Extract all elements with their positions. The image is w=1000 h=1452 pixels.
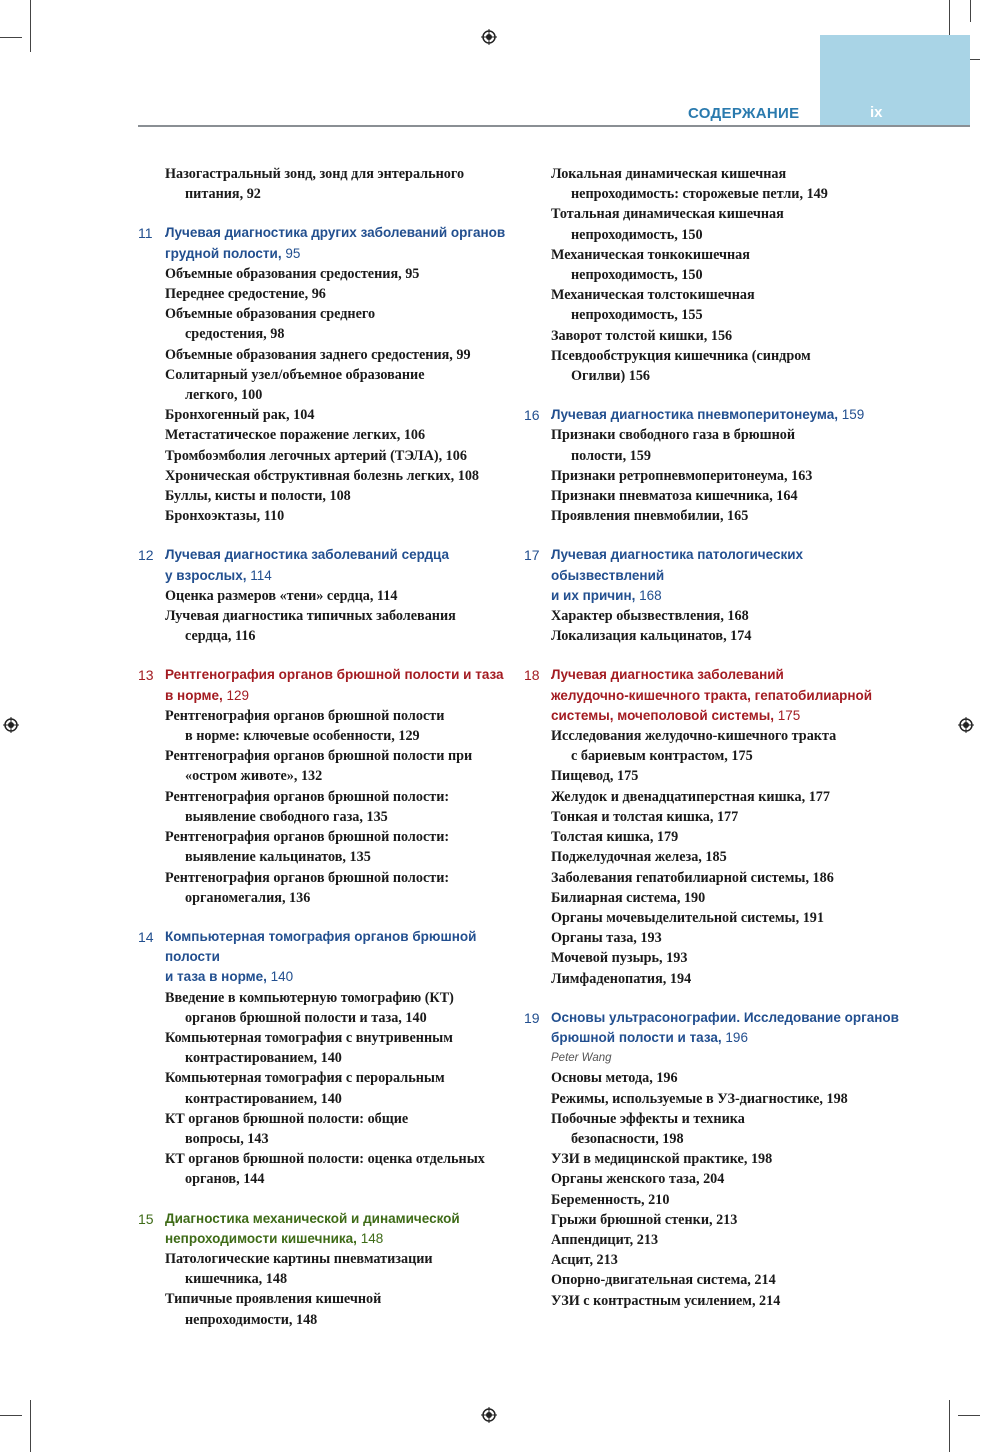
- toc-entry-line: Типичные проявления кишечной: [165, 1291, 382, 1308]
- toc-entry: [138, 606, 508, 646]
- toc-entry: [524, 1291, 904, 1311]
- registration-mark-icon: [3, 717, 19, 733]
- chapter-author: Peter Wang: [551, 1052, 612, 1065]
- chapter-title: грудной полости,: [165, 245, 282, 261]
- toc-entry: [138, 586, 508, 606]
- chapter-title: Лучевая диагностика патологических обызвествлений: [551, 547, 804, 583]
- toc-entry-line: Признаки ретропневмоперитонеума, 163: [551, 467, 813, 484]
- chapter-title: Лучевая диагностика других заболеваний органов: [165, 225, 506, 241]
- toc-entry-line: Признаки свободного газа в брюшной: [551, 427, 796, 444]
- toc-entry: [524, 606, 904, 626]
- toc-entry-line: Компьютерная томография с пероральным: [165, 1070, 445, 1087]
- chapter-title: брюшной полости и таза,: [551, 1029, 722, 1045]
- toc-entry: [524, 486, 904, 506]
- chapter-title: в норме,: [165, 687, 223, 703]
- toc-entry: [524, 1230, 904, 1250]
- toc-entry: [138, 868, 508, 908]
- toc-entry-line: Введение в компьютерную томографию (КТ): [165, 989, 454, 1006]
- chapter-page: 168: [639, 587, 662, 603]
- header-tab: [820, 35, 970, 127]
- chapter-heading: [524, 545, 904, 606]
- toc-entry: [138, 1289, 508, 1329]
- chapter-number: 13: [138, 667, 154, 684]
- toc-entry-line: Лучевая диагностика типичных заболевания: [165, 608, 456, 625]
- toc-entry: [138, 787, 508, 827]
- toc-entry-line: Органы таза, 193: [551, 930, 662, 947]
- toc-entry-line: Буллы, кисты и полости, 108: [165, 488, 351, 505]
- toc-entry-line: КТ органов брюшной полости: общие: [165, 1110, 409, 1127]
- toc-entry-line: Желудок и двенадцатиперстная кишка, 177: [551, 788, 830, 805]
- toc-entry: [138, 466, 508, 486]
- toc-entry: [138, 1109, 508, 1149]
- chapter-heading: [524, 665, 904, 726]
- toc-entry-line: Беременность, 210: [551, 1191, 670, 1208]
- toc-entry-line: Тотальная динамическая кишечная: [551, 206, 784, 223]
- chapter-heading: [524, 405, 904, 425]
- toc-entry-continuation: «остром животе», 132: [185, 768, 323, 785]
- toc-entry-line: Основы метода, 196: [551, 1070, 678, 1087]
- toc-entry-line: Локализация кальцинатов, 174: [551, 628, 752, 645]
- chapter-page: 95: [285, 245, 301, 261]
- toc-entry: [524, 1169, 904, 1189]
- chapter-number: 16: [524, 407, 540, 424]
- chapter-number: 18: [524, 667, 540, 684]
- toc-entry-continuation: выявление кальцинатов, 135: [185, 849, 371, 866]
- toc-entry-line: Грыжи брюшной стенки, 213: [551, 1211, 738, 1228]
- registration-mark-icon: [958, 717, 974, 733]
- crop-mark: [970, 0, 971, 22]
- toc-entry-continuation: вопросы, 143: [185, 1130, 269, 1147]
- toc-entry-line: Органы женского таза, 204: [551, 1171, 725, 1188]
- toc-entry: [138, 988, 508, 1028]
- toc-entry: [524, 1210, 904, 1230]
- toc-entry-line: Рентгенография органов брюшной полости:: [165, 788, 450, 805]
- toc-entry: [524, 1068, 904, 1088]
- chapter-title: Диагностика механической и динамической: [165, 1210, 460, 1226]
- toc-entry-continuation: органов брюшной полости и таза, 140: [185, 1009, 427, 1026]
- chapter-heading: [138, 665, 508, 705]
- toc-entry-continuation: полости, 159: [571, 447, 651, 464]
- toc-entry-line: Бронхогенный рак, 104: [165, 407, 315, 424]
- toc-entry: [524, 626, 904, 646]
- toc-entry: [138, 1068, 508, 1108]
- toc-entry-line: Рентгенография органов брюшной полости:: [165, 869, 450, 886]
- toc-entry-line: Толстая кишка, 179: [551, 829, 679, 846]
- toc-entry: [524, 928, 904, 948]
- registration-mark-icon: [481, 29, 497, 45]
- toc-entry-line: Механическая тонкокишечная: [551, 246, 750, 263]
- toc-entry: [138, 1249, 508, 1289]
- page-number: ix: [870, 104, 883, 121]
- toc-entry-continuation: безопасности, 198: [571, 1130, 684, 1147]
- toc-entry: [524, 827, 904, 847]
- toc-entry-line: Рентгенография органов брюшной полости при: [165, 748, 473, 765]
- chapter-title: непроходимости кишечника,: [165, 1230, 357, 1246]
- toc-entry-line: Мочевой пузырь, 193: [551, 950, 688, 967]
- toc-entry: [138, 506, 508, 526]
- chapter-page: 159: [841, 407, 865, 423]
- toc-entry-line: Поджелудочная железа, 185: [551, 849, 727, 866]
- toc-entry-line: УЗИ в медицинской практике, 198: [551, 1151, 773, 1168]
- toc-entry: [524, 164, 904, 204]
- toc-entry-line: Опорно-двигательная система, 214: [551, 1272, 776, 1289]
- toc-entry: [524, 346, 904, 386]
- chapter-heading: [138, 927, 508, 988]
- toc-entry-continuation: непроходимость: сторожевые петли, 149: [571, 186, 828, 203]
- toc-entry-line: Бронхоэктазы, 110: [165, 508, 285, 525]
- toc-entry: [138, 827, 508, 867]
- toc-entry-line: Асцит, 213: [551, 1252, 618, 1269]
- crop-mark: [958, 1415, 980, 1416]
- registration-mark-icon: [481, 1407, 497, 1423]
- toc-entry-line: Тромбоэмболия легочных артерий (ТЭЛА), 106: [165, 447, 467, 464]
- toc-entry: [524, 847, 904, 867]
- toc-entry-line: Заворот толстой кишки, 156: [551, 327, 733, 344]
- toc-entry: [138, 446, 508, 466]
- toc-entry-line: Характер обызвествления, 168: [551, 608, 749, 625]
- toc-entry-line: Патологические картины пневматизации: [165, 1250, 433, 1267]
- toc-entry-continuation: органов, 144: [185, 1171, 265, 1188]
- chapter-heading: [138, 1209, 508, 1249]
- chapter-page: 114: [250, 567, 272, 583]
- toc-entry: [524, 506, 904, 526]
- chapter-number: 14: [138, 928, 154, 945]
- toc-entry: [524, 1190, 904, 1210]
- toc-entry-continuation: непроходимость, 150: [571, 267, 703, 284]
- chapter-title: Лучевая диагностика заболеваний сердца: [165, 547, 450, 563]
- toc-entry: [524, 908, 904, 928]
- toc-entry: [524, 766, 904, 786]
- toc-entry: [138, 284, 508, 304]
- toc-left-column: [138, 164, 508, 1330]
- toc-entry-continuation: сердца, 116: [185, 628, 256, 645]
- toc-entry-continuation: легкого, 100: [185, 387, 263, 404]
- crop-mark: [30, 0, 31, 52]
- chapter-heading: [138, 545, 508, 585]
- toc-entry-continuation: Огилви) 156: [571, 368, 651, 385]
- toc-entry: [138, 1028, 508, 1068]
- toc-entry: [524, 1149, 904, 1169]
- toc-entry: [138, 304, 508, 344]
- toc-entry-line: Хроническая обструктивная болезнь легких, 108: [165, 467, 480, 484]
- chapter-title: системы, мочеполовой системы,: [551, 707, 774, 723]
- chapter-title: желудочно-кишечного тракта, гепатобилиарной: [551, 687, 873, 703]
- chapter-number: 17: [524, 547, 540, 564]
- toc-entry-line: КТ органов брюшной полости: оценка отдельных: [165, 1151, 485, 1168]
- chapter-title: Лучевая диагностика заболеваний: [551, 667, 784, 683]
- chapter-title: Компьютерная томография органов брюшной полости: [165, 928, 477, 965]
- chapter-number: 11: [138, 225, 153, 242]
- toc-entry: [524, 425, 904, 465]
- header-rule: [138, 125, 970, 127]
- toc-entry-line: Назогастральный зонд, зонд для энтерального: [165, 166, 465, 182]
- crop-mark: [0, 1415, 22, 1416]
- toc-entry-continuation: органомегалия, 136: [185, 889, 311, 906]
- toc-entry-continuation: выявление свободного газа, 135: [185, 808, 388, 825]
- toc-entry-line: Рентгенография органов брюшной полости: [165, 707, 445, 724]
- chapter-number: 19: [524, 1009, 540, 1026]
- toc-entry-continuation: непроходимости, 148: [185, 1311, 318, 1328]
- toc-entry-continuation: контрастированием, 140: [185, 1090, 342, 1107]
- toc-entry: [524, 326, 904, 346]
- toc-entry: [524, 466, 904, 486]
- toc-entry: [524, 948, 904, 968]
- toc-entry-line: Переднее средостение, 96: [165, 286, 326, 303]
- toc-entry-line: Билиарная система, 190: [551, 889, 706, 906]
- toc-entry-line: Объемные образования заднего средостения, 99: [165, 346, 471, 363]
- toc-entry-line: Солитарный узел/объемное образование: [165, 366, 425, 383]
- chapter-page: 148: [360, 1230, 384, 1246]
- toc-entry: [524, 245, 904, 285]
- toc-entry: [138, 164, 508, 204]
- chapter-number: 15: [138, 1210, 154, 1227]
- chapter-number: 12: [138, 547, 154, 564]
- toc-entry: [524, 726, 904, 766]
- toc-entry-continuation: в норме: ключевые особенности, 129: [185, 728, 420, 745]
- toc-entry-line: Компьютерная томография с внутривенным: [165, 1029, 453, 1046]
- toc-entry: [138, 1149, 508, 1189]
- toc-entry: [524, 787, 904, 807]
- toc-entry: [138, 365, 508, 405]
- toc-entry: [524, 807, 904, 827]
- toc-entry-line: Заболевания гепатобилиарной системы, 186: [551, 869, 834, 886]
- toc-entry: [524, 1089, 904, 1109]
- toc-entry-line: Пищевод, 175: [551, 768, 639, 785]
- toc-entry-continuation: кишечника, 148: [185, 1271, 288, 1288]
- toc-entry-line: УЗИ с контрастным усилением, 214: [551, 1292, 781, 1309]
- chapter-heading: [138, 223, 508, 263]
- toc-entry-continuation: питания, 92: [185, 186, 261, 203]
- toc-entry: [524, 868, 904, 888]
- toc-entry-continuation: средостения, 98: [185, 326, 285, 343]
- crop-mark: [0, 37, 22, 38]
- chapter-title: и таза в норме,: [165, 969, 267, 985]
- toc-entry-line: Органы мочевыделительной системы, 191: [551, 909, 824, 926]
- toc-entry-line: Метастатическое поражение легких, 106: [165, 427, 426, 444]
- crop-mark: [949, 1400, 950, 1452]
- toc-entry-line: Побочные эффекты и техника: [551, 1110, 745, 1127]
- toc-entry-line: Проявления пневмобилии, 165: [551, 508, 749, 525]
- toc-entry-line: Тонкая и толстая кишка, 177: [551, 808, 739, 825]
- toc-entry-line: Локальная динамическая кишечная: [551, 166, 787, 182]
- toc-entry-line: Объемные образования среднего: [165, 306, 376, 323]
- chapter-title: Рентгенография органов брюшной полости и таза: [165, 667, 504, 683]
- chapter-heading: [524, 1008, 904, 1048]
- toc-entry: [524, 204, 904, 244]
- chapter-title: у взрослых,: [165, 567, 247, 583]
- toc-entry-line: Лимфаденопатия, 194: [551, 970, 692, 987]
- chapter-title: Основы ультрасонографии. Исследование органов: [551, 1009, 899, 1025]
- toc-entry: [524, 969, 904, 989]
- chapter-title: и их причин,: [551, 587, 636, 603]
- toc-entry: [524, 285, 904, 325]
- toc-entry-continuation: непроходимость, 155: [571, 307, 703, 324]
- chapter-title: Лучевая диагностика пневмоперитонеума,: [551, 407, 839, 423]
- chapter-page: 175: [777, 707, 801, 723]
- toc-entry-line: Режимы, используемые в УЗ-диагностике, 198: [551, 1090, 848, 1107]
- toc-entry-line: Объемные образования средостения, 95: [165, 265, 420, 282]
- toc-entry: [524, 888, 904, 908]
- toc-entry: [524, 1250, 904, 1270]
- toc-right-column: [524, 164, 904, 1311]
- toc-entry-line: Оценка размеров «тени» сердца, 114: [165, 587, 398, 604]
- toc-entry: [138, 746, 508, 786]
- toc-entry: [524, 1270, 904, 1290]
- toc-entry-line: Рентгенография органов брюшной полости:: [165, 829, 450, 846]
- toc-entry: [138, 706, 508, 746]
- toc-entry: [138, 425, 508, 445]
- toc-entry: [138, 264, 508, 284]
- toc-entry-continuation: непроходимость, 150: [571, 226, 703, 243]
- chapter-page: 140: [270, 969, 294, 985]
- toc-entry-line: Механическая толстокишечная: [551, 287, 755, 304]
- toc-entry-line: Исследования желудочно-кишечного тракта: [551, 728, 837, 745]
- toc-entry: [138, 345, 508, 365]
- toc-entry-line: Псевдообструкция кишечника (синдром: [551, 347, 811, 364]
- running-header-title: СОДЕРЖАНИЕ: [688, 105, 800, 122]
- toc-entry-line: Аппендицит, 213: [551, 1231, 659, 1248]
- toc-entry: [138, 486, 508, 506]
- toc-entry-continuation: контрастированием, 140: [185, 1050, 342, 1067]
- chapter-page: 196: [725, 1029, 748, 1045]
- crop-mark: [30, 1400, 31, 1452]
- toc-entry-continuation: с бариевым контрастом, 175: [571, 748, 753, 765]
- chapter-page: 129: [226, 687, 250, 703]
- toc-entry: [524, 1109, 904, 1149]
- toc-entry: [138, 405, 508, 425]
- toc-entry-line: Признаки пневматоза кишечника, 164: [551, 488, 798, 505]
